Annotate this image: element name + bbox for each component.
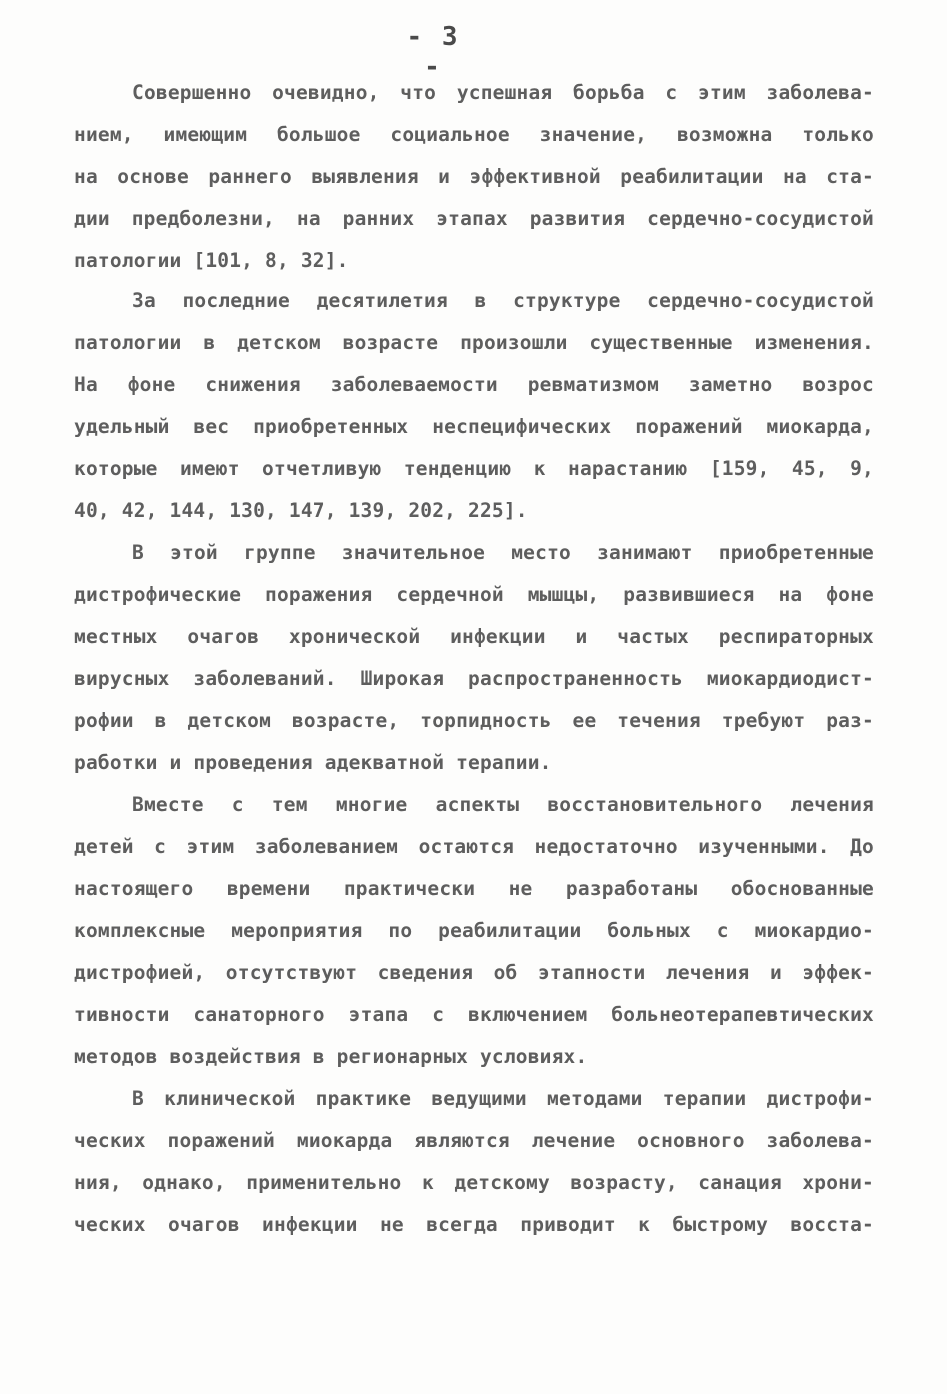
text-line: тивности санаторного этапа с включением больнеотерапевтических [74,1003,874,1026]
text-line: За последние десятилетия в структуре сердечно-сосудистой [132,289,874,312]
text-line: 40, 42, 144, 130, 147, 139, 202, 225]. [74,499,528,522]
text-line: патологии в детском возрасте произошли существенные изменения. [74,331,874,354]
text-line: Совершенно очевидно, что успешная борьба с этим заболева- [132,81,874,104]
text-line: на основе раннего выявления и эффективной реабилитации на ста- [74,165,874,188]
text-line: рофии в детском возрасте, торпидность ее течения требуют раз- [74,709,874,732]
text-line: Вместе с тем многие аспекты восстановительного лечения [132,793,874,816]
text-line: настоящего времени практически не разработаны обоснованные [74,877,874,900]
text-line: дистрофией, отсутствуют сведения об этапности лечения и эффек- [74,961,874,984]
text-line: ческих поражений миокарда являются лечение основного заболева- [74,1129,874,1152]
text-line: ния, однако, применительно к детскому возрасту, санация хрони- [74,1171,874,1194]
text-line: нием, имеющим большое социальное значение, возможна только [74,123,874,146]
text-line: комплексные мероприятия по реабилитации больных с миокардио- [74,919,874,942]
text-line: ческих очагов инфекции не всегда приводит к быстрому восста- [74,1213,874,1236]
paragraph-3 [74,532,874,784]
text-line: работки и проведения адекватной терапии. [74,751,552,774]
text-line: На фоне снижения заболеваемости ревматизмом заметно возрос [74,373,874,396]
text-line: которые имеют отчетливую тенденцию к нарастанию [159, 45, 9, [74,457,874,480]
text-line: патологии [101, 8, 32]. [74,249,349,272]
text-line: методов воздействия в регионарных условиях. [74,1045,588,1068]
text-line: детей с этим заболеванием остаются недостаточно изученными. До [74,835,874,858]
text-line: дии предболезни, на ранних этапах развития сердечно-сосудистой [74,207,874,230]
paragraph-2 [74,280,874,532]
text-line: удельный вес приобретенных неспецифических поражений миокарда, [74,415,874,438]
text-line: вирусных заболеваний. Широкая распространенность миокардиодист- [74,667,874,690]
paragraph-5 [74,1078,874,1246]
text-line: местных очагов хронической инфекции и частых респираторных [74,625,874,648]
text-line: В клинической практике ведущими методами терапии дистрофи- [132,1087,874,1110]
page-number: - 3 - [406,22,460,82]
paragraph-4 [74,784,874,1078]
text-line: дистрофические поражения сердечной мышцы, развившиеся на фоне [74,583,874,606]
paragraph-1 [74,72,874,282]
text-line: В этой группе значительное место занимают приобретенные [132,541,874,564]
